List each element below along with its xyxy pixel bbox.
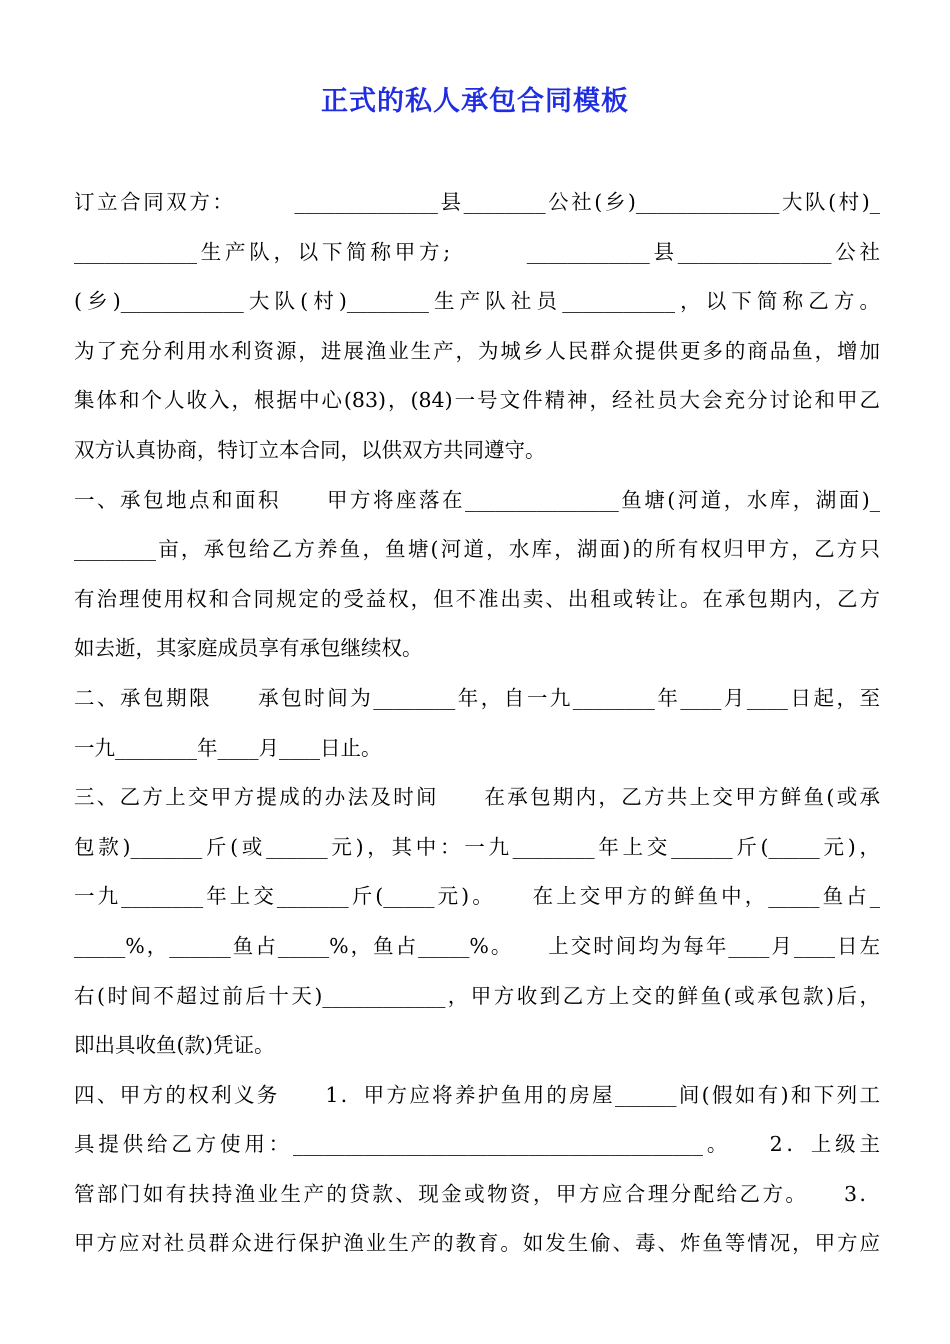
text-line: 二、承包期限 承包时间为________年，自一九________年____月____日起，至 (74, 685, 880, 710)
text-line: (乡)____________大队(村)________生产队社员___________，以下简称乙方。 (74, 289, 880, 314)
text-line: 右(时间不超过前后十天)____________，甲方收到乙方上交的鲜鱼(或承包款)后， (74, 983, 880, 1008)
text-line: 具提供给乙方使用：________________________________________。 2．上级主 (74, 1132, 880, 1157)
text-line: 管部门如有扶持渔业生产的贷款、现金或物资，甲方应合理分配给乙方。 3． (74, 1181, 880, 1206)
text-line: ____________生产队，以下简称甲方; ____________县_______________公社 (74, 239, 880, 264)
text-line: 一九________年____月____日止。 (74, 735, 382, 760)
text-line: 一九________年上交_______斤(_____元)。 在上交甲方的鲜鱼中，_____鱼占_ (74, 884, 880, 909)
text-line: 双方认真协商，特订立本合同，以供双方共同遵守。 (74, 437, 546, 462)
text-line: 一、承包地点和面积 甲方将座落在_______________鱼塘(河道，水库，湖面)_ (74, 487, 880, 512)
text-line: ________亩，承包给乙方养鱼，鱼塘(河道，水库，湖面)的所有权归甲方，乙方只 (74, 537, 880, 562)
text-line: 订立合同双方： ______________县________公社(乡)______________大队(村)_ (74, 190, 880, 214)
text-line: 如去逝，其家庭成员享有承包继续权。 (74, 636, 423, 661)
text-line: 即出具收鱼(款)凭证。 (74, 1033, 275, 1058)
text-line: 三、乙方上交甲方提成的办法及时间 在承包期内，乙方共上交甲方鲜鱼(或承 (74, 785, 880, 810)
text-line: 集体和个人收入，根据中心(83)，(84)一号文件精神，经社员大会充分讨论和甲乙 (74, 388, 880, 413)
text-line: 包款)_______斤(或______元)，其中：一九________年上交______斤(_____元)， (74, 834, 880, 859)
text-line: 有治理使用权和合同规定的受益权，但不准出卖、出租或转让。在承包期内，乙方 (74, 586, 880, 611)
contract-body (74, 178, 880, 1269)
text-line: 四、甲方的权利义务 1．甲方应将养护鱼用的房屋______间(假如有)和下列工 (74, 1082, 880, 1107)
text-line: 为了充分利用水利资源，进展渔业生产，为城乡人民群众提供更多的商品鱼，增加 (74, 338, 880, 363)
document-title: 正式的私人承包合同模板 (321, 86, 629, 117)
text-line: _____%，______鱼占_____%，鱼占_____%。 上交时间均为每年____月____日左 (74, 933, 880, 958)
text-line: 甲方应对社员群众进行保护渔业生产的教育。如发生偷、毒、炸鱼等情况，甲方应 (74, 1231, 880, 1256)
